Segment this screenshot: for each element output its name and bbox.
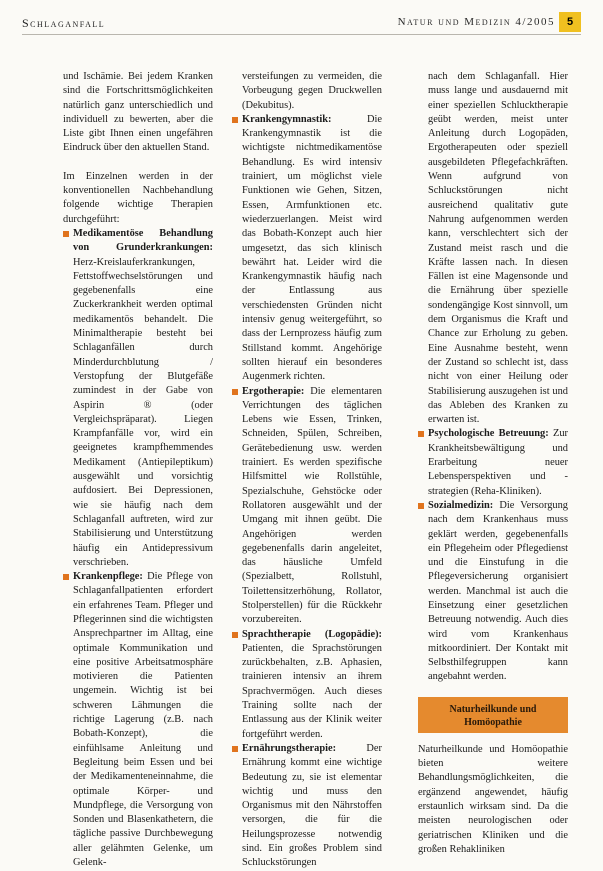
list-item-text: Der Ernährung kommt eine wichtige Bedeutung zu, sie ist elementar wichtig und muss den Organismus mit den Nährstoffen versorgen, die für die Heilungsprozesse notwendig sind. Ein großes Problem sind Schluckstörungen: [242, 742, 382, 869]
column-2: [232, 70, 382, 869]
list-item: [232, 742, 382, 871]
list-item-title: Medikamentöse Behandlung von Grunderkrankungen:: [73, 227, 213, 254]
list-item-title: Sprachtherapie (Logopädie):: [242, 628, 382, 640]
list-item: [232, 385, 382, 628]
section-heading-box: [418, 697, 568, 733]
journal-title: Natur und Medizin 4/2005: [397, 16, 555, 28]
column-1: [63, 70, 213, 869]
list-item-continuation: versteifungen zu vermeiden, die Vorbeugung gegen Druckwellen (Dekubitus).: [242, 71, 382, 111]
paragraph: und Ischämie. Bei jedem Kranken sind die Fortschrittsmöglichkeiten natürlich ganz unterschiedlich und individuell zu bewerten, aber die Liste gibt Ihnen einen ungefähren Eindruck über den aktuellen Stand.: [63, 71, 213, 154]
list-item-text: Patienten, die Sprachstörungen zurückbehalten, z.B. Aphasien, trainieren intensiv an ihrem Sprachvermögen. Auch dieses Training sollte nach der Entlassung aus der Klinik weiter fortgeführt werden.: [242, 642, 382, 740]
section-heading-line: Homöopathie: [464, 716, 522, 728]
paragraph: Naturheilkunde und Homöopathie bieten weitere Behandlungsmöglichkeiten, die ergänzend angewendet, häufig erstaunlich wirksam sind. Da die meisten neurologischen oder geriatrischen Kliniken und die großen Rehakliniken: [418, 743, 568, 855]
column-3: [418, 70, 568, 855]
therapy-list: [63, 227, 213, 870]
list-item-text: Die Pflege von Schlaganfallpatienten erfordert ein erfahrenes Team. Pfleger und Pflegerinnen sind die wichtigsten Ansprechpartner im Alltag, eine optimale Kommunikation und eine positive Arbeitsatmosphäre motivieren die Patienten ungemein. Wichtig ist bei schweren Lähmungen die richtige Lagerung (z.B. nach Bobath-Konzept), die einfühlsame Anleitung und Begleitung beim Essen und bei der Medikamenteneinnahme, die optimale Körper- und Mundpflege, die Versorgung von Sonden und Blasenkathetern, die tägliche passive Durchbewegung aller gelähmten Gelenke, um Gelenk-: [73, 571, 213, 869]
list-item-text: Herz-Kreislauferkrankungen, Fettstoffwechselstörungen und gegebenenfalls eine Zuckerkrankheit werden optimal medikamentös behandelt. Die Minimaltherapie besteht bei Schlaganfällen durch Minderdurchblutung / Verstopfung der Blutgefäße zumindest in der Gabe von Aspirin ® (oder Vergleichspräparat). Liegen Krampfanfälle vor, wird ein geeignetes krampfhemmendes Medikament (Antiepileptikum) ausgewählt und vorsichtig aufdosiert. Bei Depressionen, wie sie häufig nach dem Schlaganfall auftreten, wird zur Stabilisierung und Unterstützung häufig ein Antidepressivum verschrieben.: [73, 256, 213, 568]
list-item-title: Psychologische Betreuung:: [428, 428, 549, 440]
list-item-text: Die Krankengymnastik ist die wichtigste nichtmedikamentöse Behandlung. Es wird intensiv trainiert, um möglichst viele Funktionen wie Gehen, Sitzen, Essen, Armfunktionen etc. wiederzuerlangen. Meist wird das Bobath-Konzept auch hier umgesetzt, das sich klinisch bewährt hat. Leider wird die Krankengymnastik häufig nach der Entlassung aus verschiedensten Gründen nicht intensiv genug weitergeführt, so dass der Lernprozess häufig zum Stillstand kommt. Angehörige sollten hierauf ein besonderes Augenmerk richten.: [242, 113, 382, 383]
list-item: [63, 570, 213, 870]
list-item: [418, 427, 568, 498]
therapy-list: [418, 70, 568, 685]
list-item: [418, 499, 568, 685]
list-item: [232, 113, 382, 385]
section-title: Schlaganfall: [22, 16, 106, 30]
list-item-title: Krankenpflege:: [73, 571, 143, 583]
page-number: 5: [559, 12, 581, 32]
list-item-title: Sozialmedizin:: [428, 499, 494, 511]
list-item-text: Die Versorgung nach dem Krankenhaus muss geklärt werden, gegebenenfalls ein Pflegeheim oder Pflegedienst und die Einstufung in die Pflegeversicherung organisiert werden. Manchmal ist auch die Einsetzung einer gesetzlichen Betreuung notwendig. Auch dies wird vom Krankenhaus mitkoordiniert. Der Kontakt mit Selbsthilfegruppen kann angebahnt werden.: [428, 499, 568, 683]
page-header: [22, 12, 581, 35]
list-item-continuation: nach dem Schlaganfall. Hier muss lange und ausdauernd mit einer speziellen Schlucktherapie geübt werden, meist unter Anleitung durch Logopäden, Ergotherapeuten oder speziell ausgebildeten Pflegefachkräften. Wenn aufgrund von Schluckstörungen nicht ausreichend qualitativ gute Nahrung aufgenommen werden kann, verschlechtert sich der Zustand meist rasch und die Kräfte lassen nach. In diesen Fällen ist eine Magensonde und die Ernährung über spezielle sondengängige Kost sinnvoll, um dem Organismus die Kraft und Chance zur Erholung zu geben. Eine Ausnahme besteht, wenn der Zustand so schlecht ist, dass nicht von einer Heilung oder Stabilisierung auszugehen ist und das Ableben des Kranken zu erwarten ist.: [428, 71, 568, 426]
section-heading-line: Naturheilkunde und: [449, 703, 537, 715]
therapy-list: [232, 70, 382, 871]
list-item: [232, 628, 382, 742]
list-item-title: Ernährungstherapie:: [242, 742, 337, 754]
list-item: [63, 227, 213, 570]
list-item-title: Krankengymnastik:: [242, 113, 332, 125]
paragraph: Im Einzelnen werden in der konventionellen Nachbehandlung folgende wichtige Therapien durchgeführt:: [63, 170, 213, 225]
list-item-text: Die elementaren Verrichtungen des täglichen Lebens wie Essen, Trinken, Schneiden, Spülen, Schreiben, Gerätebedienung usw. werden trainiert. Es werden spezifische Hilfsmittel wie Rollstühle, Spezialschuhe, Gehstöcke oder Rollatoren ausgewählt und der Umgang mit ihnen geübt. Die Angehörigen werden gegebenenfalls darin angeleitet, das häusliche Umfeld (Spezialbett, Rollstuhl, Toilettensitzerhöhung, Rollator, Stolperstellen) für die Rückkehr vorzubereiten.: [242, 385, 382, 626]
list-item-title: Ergotherapie:: [242, 385, 305, 397]
list-item-text: Zur Krankheitsbewältigung und Erarbeitung neuer Lebensperspektiven und -strategien (Reha-Kliniken).: [428, 428, 568, 497]
